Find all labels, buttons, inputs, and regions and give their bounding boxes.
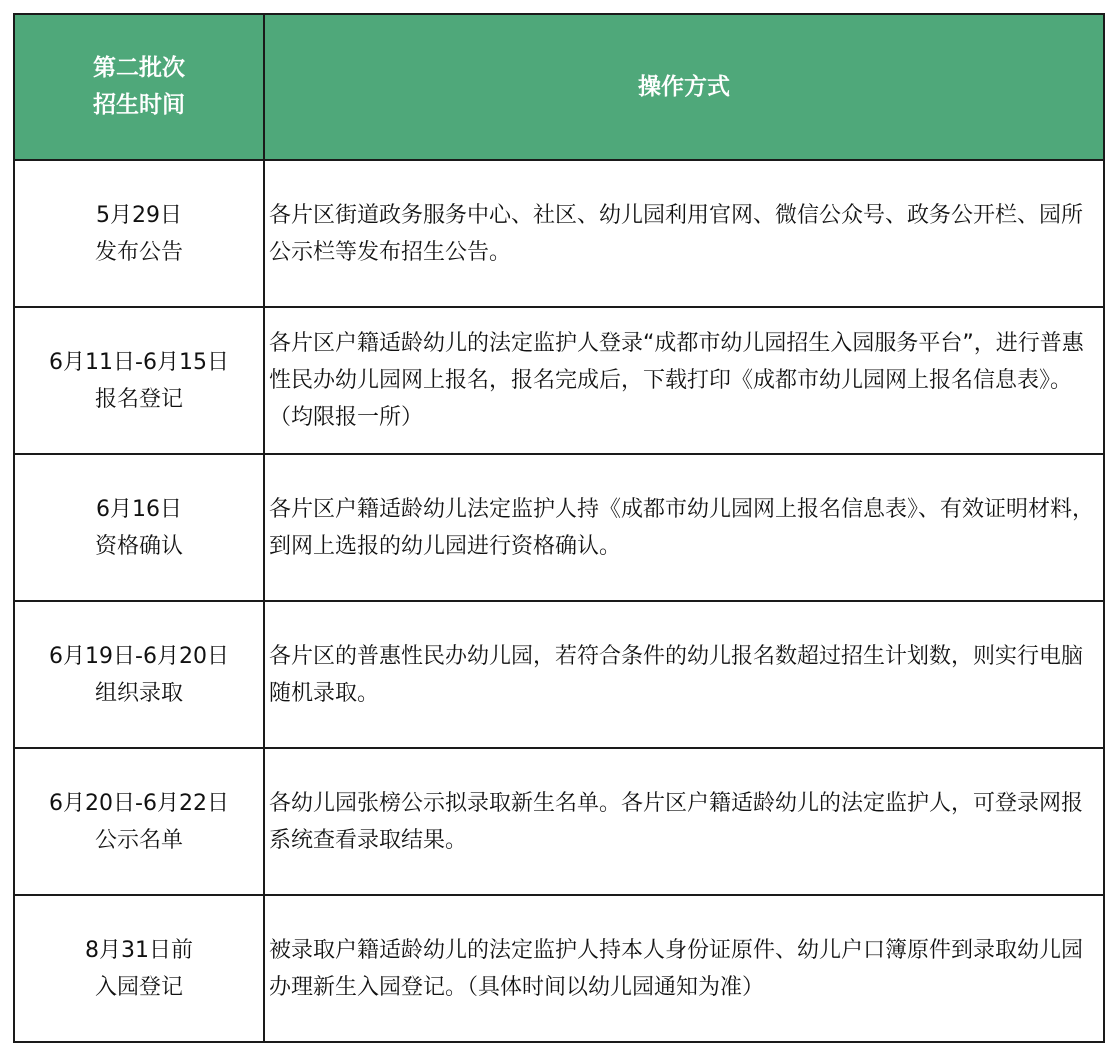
row-date: 6月19日-6月20日 [49, 643, 229, 669]
header-operation-method: 操作方式 [264, 14, 1104, 160]
row-stage: 发布公告 [94, 239, 183, 265]
table-row [14, 454, 1104, 601]
row-description: 各幼儿园张榜公示拟录取新生名单。各片区户籍适龄幼儿的法定监护人，可登录网报系统查看录取结果。 [264, 748, 1104, 895]
row-description: 各片区户籍适龄幼儿的法定监护人登录“成都市幼儿园招生入园服务平台”，进行普惠性民办幼儿园网上报名，报名完成后，下载打印《成都市幼儿园网上报名信息表》。（均限报一所） [264, 307, 1104, 454]
header-enrollment-time [14, 14, 264, 160]
row-stage: 报名登记 [94, 386, 183, 412]
row-description: 各片区的普惠性民办幼儿园，若符合条件的幼儿报名数超过招生计划数，则实行电脑随机录取。 [264, 601, 1104, 748]
time-cell [14, 160, 264, 307]
row-date: 8月31日前 [85, 937, 193, 963]
row-stage: 资格确认 [94, 533, 183, 559]
time-cell [14, 454, 264, 601]
table-row [14, 160, 1104, 307]
row-stage: 公示名单 [94, 827, 183, 853]
header-time-line-1: 第二批次 [93, 55, 185, 81]
row-description: 各片区街道政务服务中心、社区、幼儿园利用官网、微信公众号、政务公开栏、园所公示栏等发布招生公告。 [264, 160, 1104, 307]
row-date: 6月20日-6月22日 [49, 790, 229, 816]
table-row [14, 307, 1104, 454]
row-description: 被录取户籍适龄幼儿的法定监护人持本人身份证原件、幼儿户口簿原件到录取幼儿园办理新生入园登记。（具体时间以幼儿园通知为准） [264, 895, 1104, 1042]
row-date: 5月29日 [96, 202, 182, 228]
time-cell [14, 307, 264, 454]
row-date: 6月11日-6月15日 [49, 349, 229, 375]
row-stage: 入园登记 [94, 974, 183, 1000]
table-row [14, 601, 1104, 748]
table-row [14, 895, 1104, 1042]
enrollment-schedule-table [13, 13, 1105, 1043]
time-cell [14, 601, 264, 748]
table-row [14, 748, 1104, 895]
row-description: 各片区户籍适龄幼儿法定监护人持《成都市幼儿园网上报名信息表》、有效证明材料，到网上选报的幼儿园进行资格确认。 [264, 454, 1104, 601]
header-time-line-2: 招生时间 [93, 92, 185, 118]
row-stage: 组织录取 [94, 680, 183, 706]
time-cell [14, 895, 264, 1042]
row-date: 6月16日 [96, 496, 182, 522]
table-header-row [14, 14, 1104, 160]
time-cell [14, 748, 264, 895]
